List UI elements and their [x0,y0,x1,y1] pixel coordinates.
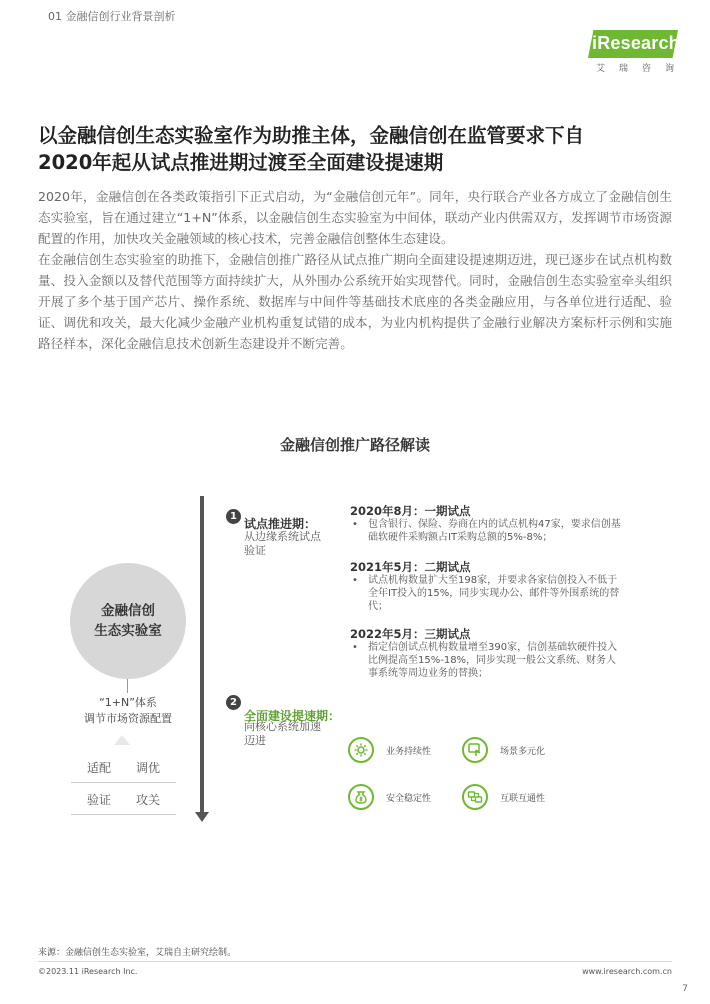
phase-2 [350,560,650,613]
phase-1-line-2: 础软硬件采购额占IT采购总额的5%-8%； [368,532,553,543]
feature-scenario-diversity [462,737,545,763]
timeline-arrow-icon [195,812,209,822]
stage-2-subtitle [244,720,321,748]
phase-2-line-1: • 试点机构数量扩大至198家，并要求各家信创投入不低于 [368,575,618,586]
phase-1-item [350,518,650,544]
copyright: ©2023.11 iResearch Inc. [38,967,138,976]
phase-2-line-3: 代； [368,601,388,612]
phase-1-title: 2020年8月：一期试点 [350,504,471,518]
tune-box: 调优 [120,755,176,783]
phase-3-title: 2022年5月：三期试点 [350,627,471,641]
adapt-box: 适配 [71,755,127,783]
logo-chinese-name: 艾瑞咨询 [596,64,689,74]
stage-1-sub-line-2: 验证 [244,544,266,557]
paragraph-1: 2020年，金融信创在各类政策指引下正式启动，为“金融信创元年”。同年，央行联合产业各方成立了金融信创生态实验室，旨在通过建立“1+N”体系，以金融信创生态实验室为中间体，联动产业内供需双方，发挥调节市场资源配置的作用，加快攻关金融领域的核心技术，完善金融信创整体生态建设。 [38,189,672,246]
timeline-axis [200,496,204,814]
stage-2-number: 2 [226,695,241,710]
system-description [60,695,196,727]
logo-wordmark: iResearch [592,33,680,53]
phase-3-line-3: 事系统等周边业务的替换； [368,668,488,679]
system-line-1: “1+N”体系 [99,696,157,709]
hub-label-line-2: 生态实验室 [94,623,162,639]
system-line-2: 调节市场资源配置 [84,712,172,725]
iresearch-logo [588,26,689,74]
stage-1-subtitle [244,530,321,558]
paragraph-2: 在金融信创生态实验室的助推下，金融信创推广路径从试点推广期向全面建设提速期迈进，现已逐步在试点机构数量、投入金额以及替代范围等方面持续扩大，从外围办公系统开始实现替代。同时，金融信创生态实验室牵头组织开展了多个基于国产芯片、操作系统、数据库与中间件等基础技术底座的各类金融应用，与各单位进行适配、验证、调优和攻关，最大化减少金融产业机构重复试错的成本，为业内机构提供了金融行业解决方案标杆示例和实施路径样本，深化金融信息技术创新生态建设并不断完善。 [38,252,672,351]
figure-title: 金融信创推广路径解读 [279,436,430,454]
section-tag: 01 金融信创行业背景剖析 [48,10,176,23]
phase-3-line-1: • 指定信创试点机构数量增至390家，信创基础软硬件投入 [368,642,618,653]
coin-bag-icon [348,784,374,810]
feature-label: 安全稳定性 [386,793,432,804]
stage-2-title: 全面建设提速期： [244,709,341,723]
feature-interconnection [462,784,545,810]
tackle-box: 攻关 [120,787,176,815]
feature-label: 互联互通性 [500,793,546,804]
phase-3-line-2: 比例提高至15%-18%，同步实现一般公文系统、财务人 [368,655,617,666]
feature-label: 场景多元化 [500,746,546,757]
footer-divider [38,961,672,962]
up-triangle-icon [114,735,130,745]
verify-box: 验证 [71,787,127,815]
source-note: 来源：金融信创生态实验室，艾瑞自主研究绘制。 [38,948,237,958]
body-text [38,186,672,354]
gear-cycle-icon [348,737,374,763]
feature-business-continuity [348,737,431,763]
stage-1-sub-line-1: 从边缘系统试点 [244,530,321,543]
title-line-2: 2020年起从试点推进期过渡至全面建设提速期 [38,151,444,174]
stage-1-title: 试点推进期： [244,517,317,531]
hub-connector [127,679,128,693]
phase-1 [350,504,650,544]
page-title [38,122,658,176]
feature-security-stability [348,784,431,810]
page-number: 7 [682,984,688,994]
phase-1-line-1: • 包含银行、保险、券商在内的试点机构47家，要求信创基 [368,519,621,530]
stage-2-sub-line-1: 向核心系统加速 [244,720,321,733]
hub-circle [70,563,186,679]
stage-1-number: 1 [226,509,241,524]
stage-2-sub-line-2: 迈进 [244,734,266,747]
phase-2-line-2: 全年IT投入的15%，同步实现办公、邮件等外围系统的替 [368,588,620,599]
phase-2-item [350,574,650,613]
website-link[interactable]: www.iresearch.com.cn [582,967,672,976]
feature-label: 业务持续性 [386,746,432,757]
connected-devices-icon [462,784,488,810]
title-line-1: 以金融信创生态实验室作为助推主体，金融信创在监管要求下自 [38,124,585,147]
phase-3 [350,627,650,680]
touch-screen-icon [462,737,488,763]
phase-3-item [350,641,650,680]
hub-label-line-1: 金融信创 [101,603,155,619]
phase-2-title: 2021年5月：二期试点 [350,560,471,574]
